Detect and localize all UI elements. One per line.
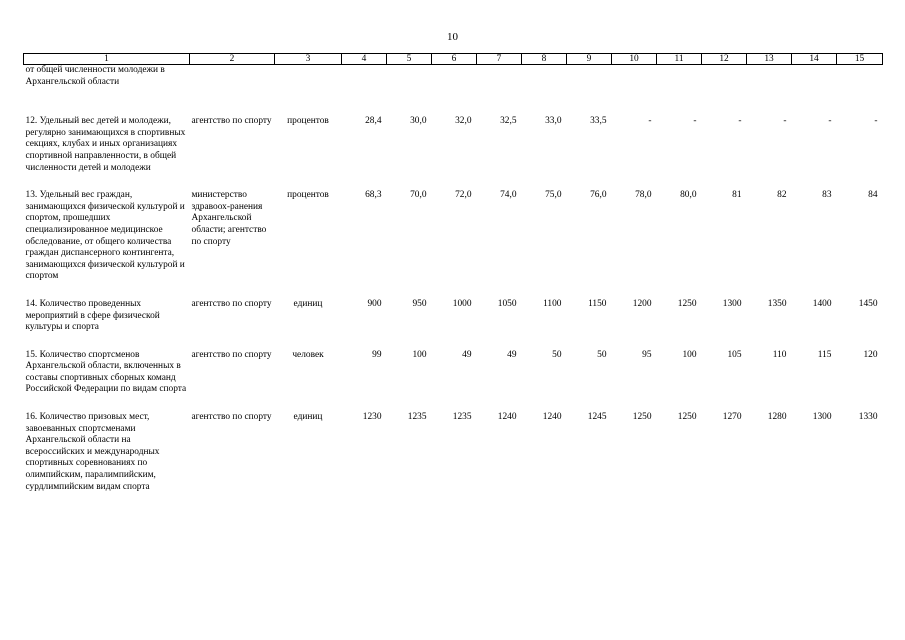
column-number: 9 (567, 54, 612, 65)
indicator-value (657, 65, 702, 117)
table-body (24, 65, 883, 494)
indicator-name: от общей численности молодежи в Архангельской области (25, 65, 165, 87)
column-number: 7 (477, 54, 522, 65)
indicator-value: 900 (367, 298, 382, 309)
indicator-value: - (874, 116, 878, 127)
column-number: 4 (342, 54, 387, 65)
indicator-value (432, 65, 477, 117)
table-row (24, 299, 883, 350)
indicator-value: 1245 (587, 412, 607, 423)
table-row (24, 190, 883, 299)
column-number: 11 (657, 54, 702, 65)
indicator-value: 80,0 (680, 190, 697, 201)
table-row (24, 116, 883, 190)
column-number: 13 (747, 54, 792, 65)
indicator-value: 1235 (407, 412, 427, 423)
indicator-value: 1280 (767, 412, 787, 423)
column-number: 15 (837, 54, 883, 65)
indicator-value: 1330 (858, 412, 878, 423)
indicator-value (522, 65, 567, 117)
indicator-value: 28,4 (365, 116, 382, 127)
indicator-value: 81 (732, 190, 742, 201)
indicator-value: 32,5 (500, 116, 517, 127)
column-number: 10 (612, 54, 657, 65)
indicator-value (477, 65, 522, 117)
indicator-value: 115 (817, 349, 832, 360)
indicator-value: 68,3 (365, 190, 382, 201)
indicator-value: - (828, 116, 832, 127)
indicator-value (702, 65, 747, 117)
indicator-value: 70,0 (410, 190, 427, 201)
indicator-value (837, 65, 883, 117)
indicator-value: - (783, 116, 787, 127)
indicator-name: 13. Удельный вес граждан, занимающихся физической культурой и спортом, прошедших специализированное медицинское обследование, от общего количества граждан диспансерного контингента, занимающихся физической культурой и спортом (25, 190, 185, 282)
responsible-agency (190, 65, 275, 117)
unit-of-measure (275, 65, 342, 117)
indicator-value: 76,0 (590, 190, 607, 201)
unit-of-measure: процентов (287, 190, 329, 201)
unit-of-measure: единиц (293, 412, 323, 423)
indicator-value: - (693, 116, 697, 127)
indicator-value: 950 (412, 298, 427, 309)
table-row (24, 350, 883, 412)
indicator-name: 15. Количество спортсменов Архангельской области, включенных в составы спортивных сборных команд Российской Федерации по видам спорта (25, 349, 187, 395)
indicator-value: 120 (863, 349, 878, 360)
indicator-value: 100 (412, 349, 427, 360)
indicator-value: 32,0 (455, 116, 472, 127)
indicator-value: 1200 (632, 298, 652, 309)
indicator-value: 1300 (722, 298, 742, 309)
indicator-value: 110 (772, 349, 787, 360)
indicator-value: 99 (372, 349, 382, 360)
column-number: 5 (387, 54, 432, 65)
indicator-value: 75,0 (545, 190, 562, 201)
indicator-name: 12. Удельный вес детей и молодежи, регулярно занимающихся в спортивных секциях, клубах и иных организациях спортивной направленности, в общей численности детей и молодежи (25, 116, 186, 173)
unit-of-measure: единиц (293, 298, 323, 309)
indicator-value: 1150 (588, 298, 607, 309)
indicator-value (387, 65, 432, 117)
column-number: 12 (702, 54, 747, 65)
responsible-agency: агентство по спорту (191, 116, 272, 127)
indicator-value: 1000 (452, 298, 472, 309)
indicator-value: 1250 (677, 412, 697, 423)
indicators-table (23, 53, 883, 493)
indicator-value: 1250 (677, 298, 697, 309)
indicator-value: 105 (727, 349, 742, 360)
indicator-value: 50 (597, 349, 607, 360)
responsible-agency: министерство здравоох-ранения Архангельской области; агентство по спорту (191, 190, 267, 247)
table-row (24, 412, 883, 493)
column-number-row (24, 54, 883, 65)
indicator-value: 50 (552, 349, 562, 360)
indicator-value: 82 (777, 190, 787, 201)
indicator-value: 74,0 (500, 190, 517, 201)
indicator-value (567, 65, 612, 117)
indicator-name: 14. Количество проведенных мероприятий в сфере физической культуры и спорта (25, 298, 160, 333)
indicator-value: 1100 (543, 298, 562, 309)
indicator-value: 33,5 (590, 116, 607, 127)
indicator-value: 1230 (362, 412, 382, 423)
column-number: 6 (432, 54, 477, 65)
responsible-agency: агентство по спорту (191, 298, 272, 309)
indicator-value: 72,0 (455, 190, 472, 201)
indicator-value: 1235 (452, 412, 472, 423)
indicator-value: 49 (507, 349, 517, 360)
indicator-value: 1240 (542, 412, 562, 423)
indicator-value: 33,0 (545, 116, 562, 127)
indicator-value: 1400 (812, 298, 832, 309)
indicator-value: 95 (642, 349, 652, 360)
indicator-value: - (738, 116, 742, 127)
responsible-agency: агентство по спорту (191, 349, 272, 360)
responsible-agency: агентство по спорту (191, 412, 272, 423)
indicator-value: 30,0 (410, 116, 427, 127)
indicator-value: 1270 (722, 412, 742, 423)
indicator-value: - (648, 116, 652, 127)
indicator-value (747, 65, 792, 117)
indicator-value (612, 65, 657, 117)
column-number: 8 (522, 54, 567, 65)
indicator-value: 49 (462, 349, 472, 360)
column-number: 3 (275, 54, 342, 65)
indicator-value: 1300 (812, 412, 832, 423)
indicator-name: 16. Количество призовых мест, завоеванных спортсменами Архангельской области на всероссийских и международных спортивных соревнованиях по олимпийским, паралимпийским, сурдлимпийским видам спорта (25, 412, 160, 492)
table-row (24, 65, 883, 117)
indicator-value: 1240 (497, 412, 517, 423)
column-number: 2 (190, 54, 275, 65)
column-number: 14 (792, 54, 837, 65)
column-number: 1 (24, 54, 190, 65)
indicator-value: 78,0 (635, 190, 652, 201)
indicator-value: 1450 (858, 298, 878, 309)
indicator-value (342, 65, 387, 117)
indicator-value: 1250 (632, 412, 652, 423)
page-number: 10 (447, 31, 458, 43)
indicator-value: 1050 (497, 298, 517, 309)
indicator-value (792, 65, 837, 117)
indicator-value: 1350 (767, 298, 787, 309)
indicator-value: 84 (868, 190, 878, 201)
indicator-value: 83 (822, 190, 832, 201)
unit-of-measure: процентов (287, 116, 329, 127)
unit-of-measure: человек (292, 349, 324, 360)
indicator-value: 100 (682, 349, 697, 360)
